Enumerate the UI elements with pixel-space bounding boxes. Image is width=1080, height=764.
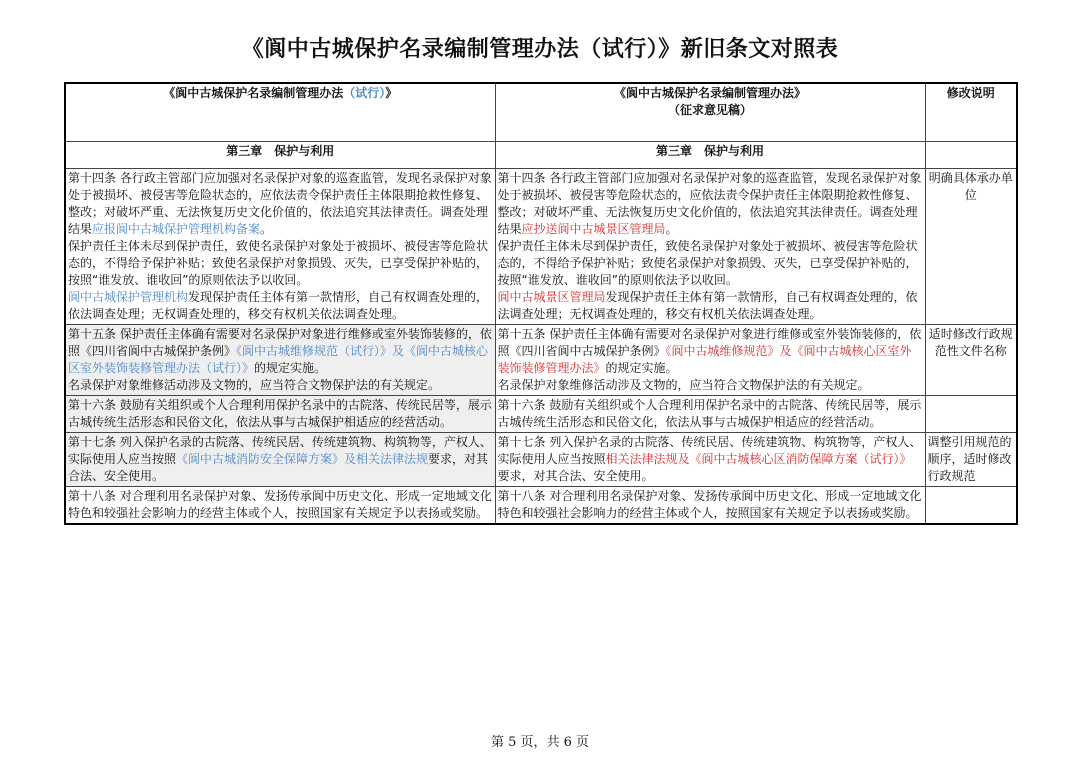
article-14-new: [495, 168, 925, 324]
header-new-line1: 《阆中古城保护名录编制管理办法》: [613, 86, 806, 100]
table-header-row: [65, 83, 1017, 141]
text: 发现保护责任主体有第一款情形，自己有权调查处理的，依法调查处理；无权调查处理的，移交有权机关依法调查处理。: [497, 289, 918, 321]
highlight-text: 应抄送阆中古城景区管理局: [521, 221, 666, 236]
article-15-note: 适时修改行政规范性文件名称: [925, 324, 1017, 395]
text: 第十七条 列入保护名录的古院落、传统民居、传统建筑物、构筑物等，产权人、实际使用人应当按照: [497, 434, 922, 466]
highlight-text: 相关法律法规及《阆中古城核心区消防保障方案（试行）》: [605, 451, 912, 466]
text: 的规定实施。: [254, 360, 327, 375]
text: 第十四条 各行政主管部门应加强对名录保护对象的巡查监管，发现名录保护对象处于被损坏、被侵害等危险状态的，应依法责令保护责任主体限期抢救性修复、整改；对破坏严重、无法恢复历史文化价值的，依法追究其法律责任。调查处理结果: [68, 170, 492, 236]
article-15-new: [495, 324, 925, 395]
table-row-article-14: [65, 168, 1017, 324]
article-15-old-p2: 名录保护对象维修活动涉及文物的，应当符合文物保护法的有关规定。: [68, 377, 441, 392]
header-old-highlight: （试行）: [343, 86, 386, 100]
chapter-old: 第三章 保护与利用: [65, 141, 495, 168]
comparison-table: [64, 82, 1018, 525]
article-14-old-p1: [68, 170, 493, 238]
article-14-new-p2: 保护责任主体未尽到保护责任，致使名录保护对象处于被损坏、被侵害等危险状态的，不得给予保护补贴；致使名录保护对象损毁、灭失，已享受保护补贴的，按照“谁发放、谁收回”的原则依法予以收回。: [497, 238, 918, 287]
highlight-text: 《阆中古城消防安全保障方案》及相关法律法规: [176, 451, 429, 466]
text: 第十四条 各行政主管部门应加强对名录保护对象的巡查监管，发现名录保护对象处于被损坏、被侵害等危险状态的，应依法责令保护责任主体限期抢救性修复、整改；对破坏严重、无法恢复历史文化价值的，依法追究其法律责任。调查处理结果: [497, 170, 922, 236]
header-old-suffix: 》: [385, 86, 398, 100]
article-18-old: 第十八条 对合理利用名录保护对象、发扬传承阆中历史文化、形成一定地域文化特色和较强社会影响力的经营主体或个人，按照国家有关规定予以表扬或奖励。: [65, 486, 495, 524]
page-footer: 第 5 页，共 6 页: [490, 735, 590, 750]
highlight-text: 阆中古城景区管理局: [497, 289, 606, 304]
text: 。: [665, 221, 678, 236]
article-15-old-p1: [68, 326, 493, 377]
text: 。: [260, 221, 273, 236]
table-row-article-15: [65, 324, 1017, 395]
highlight-text: 《阆中古城维修规范（试行）》及《阆中古城核心区室外装饰装修管理办法（试行）》: [68, 343, 489, 375]
table-row-article-18: [65, 486, 1017, 524]
article-17-new: [495, 432, 925, 486]
text: 的规定实施。: [605, 360, 678, 375]
article-14-new-p1: [498, 170, 923, 238]
article-15-new-p1: [498, 326, 923, 377]
article-18-note: [925, 486, 1017, 524]
document-title: 《阆中古城保护名录编制管理办法（试行）》新旧条文对照表: [241, 37, 839, 62]
article-14-note: 明确具体承办单位: [925, 168, 1017, 324]
chapter-new: 第三章 保护与利用: [495, 141, 925, 168]
header-old-prefix: 《阆中古城保护名录编制管理办法: [163, 86, 344, 100]
article-16-new: 第十六条 鼓励有关组织或个人合理利用保护名录中的古院落、传统民居等，展示古城传统生活形态和民俗文化，依法从事与古城保护相适应的经营活动。: [495, 395, 925, 432]
highlight-text: 阆中古城保护管理机构: [68, 289, 189, 304]
article-14-old: [65, 168, 495, 324]
article-17-note: 调整引用规范的顺序，适时修改行政规范: [925, 432, 1017, 486]
header-old-version: [65, 83, 495, 141]
article-16-old: 第十六条 鼓励有关组织或个人合理利用保护名录中的古院落、传统民居等，展示古城传统生活形态和民俗文化，依法从事与古城保护相适应的经营活动。: [65, 395, 495, 432]
table-row-article-17: [65, 432, 1017, 486]
article-14-old-p3: [68, 289, 493, 323]
text: 第十五条 保护责任主体确有需要对名录保护对象进行维修或室外装饰装修的，依照《四川省阆中古城保护条例》: [68, 326, 492, 358]
text: 第十七条 列入保护名录的古院落、传统民居、传统建筑物、构筑物等，产权人、实际使用人应当按照: [68, 434, 492, 466]
highlight-text: 应报阆中古城保护管理机构备案: [92, 221, 261, 236]
chapter-note: [925, 141, 1017, 168]
article-16-note: [925, 395, 1017, 432]
chapter-row: [65, 141, 1017, 168]
highlight-text: 《阆中古城维修规范》及《阆中古城核心区室外装饰装修管理办法》: [497, 343, 912, 375]
text: 发现保护责任主体有第一款情形，自己有权调查处理的，依法调查处理；无权调查处理的，移交有权机关依法调查处理。: [68, 289, 489, 321]
table-row-article-16: [65, 395, 1017, 432]
text: 要求，对其合法、安全使用。: [68, 451, 489, 483]
article-17-old: [65, 432, 495, 486]
text: 要求，对其合法、安全使用。: [497, 468, 654, 483]
article-15-old: [65, 324, 495, 395]
article-14-old-p2: 保护责任主体未尽到保护责任，致使名录保护对象处于被损坏、被侵害等危险状态的，不得给予保护补贴；致使名录保护对象损毁、灭失，已享受保护补贴的，按照“谁发放、谁收回”的原则依法予以收回。: [68, 238, 489, 287]
text: 第十五条 保护责任主体确有需要对名录保护对象进行维修或室外装饰装修的，依照《四川省阆中古城保护条例》: [497, 326, 922, 358]
header-new-line2: （征求意见稿）: [667, 103, 752, 117]
article-14-new-p3: [498, 289, 923, 323]
header-new-version: [495, 83, 925, 141]
header-note: 修改说明: [925, 83, 1017, 141]
article-15-new-p2: 名录保护对象维修活动涉及文物的，应当符合文物保护法的有关规定。: [497, 377, 870, 392]
article-18-new: 第十八条 对合理利用名录保护对象、发扬传承阆中历史文化、形成一定地域文化特色和较强社会影响力的经营主体或个人，按照国家有关规定予以表扬或奖励。: [495, 486, 925, 524]
